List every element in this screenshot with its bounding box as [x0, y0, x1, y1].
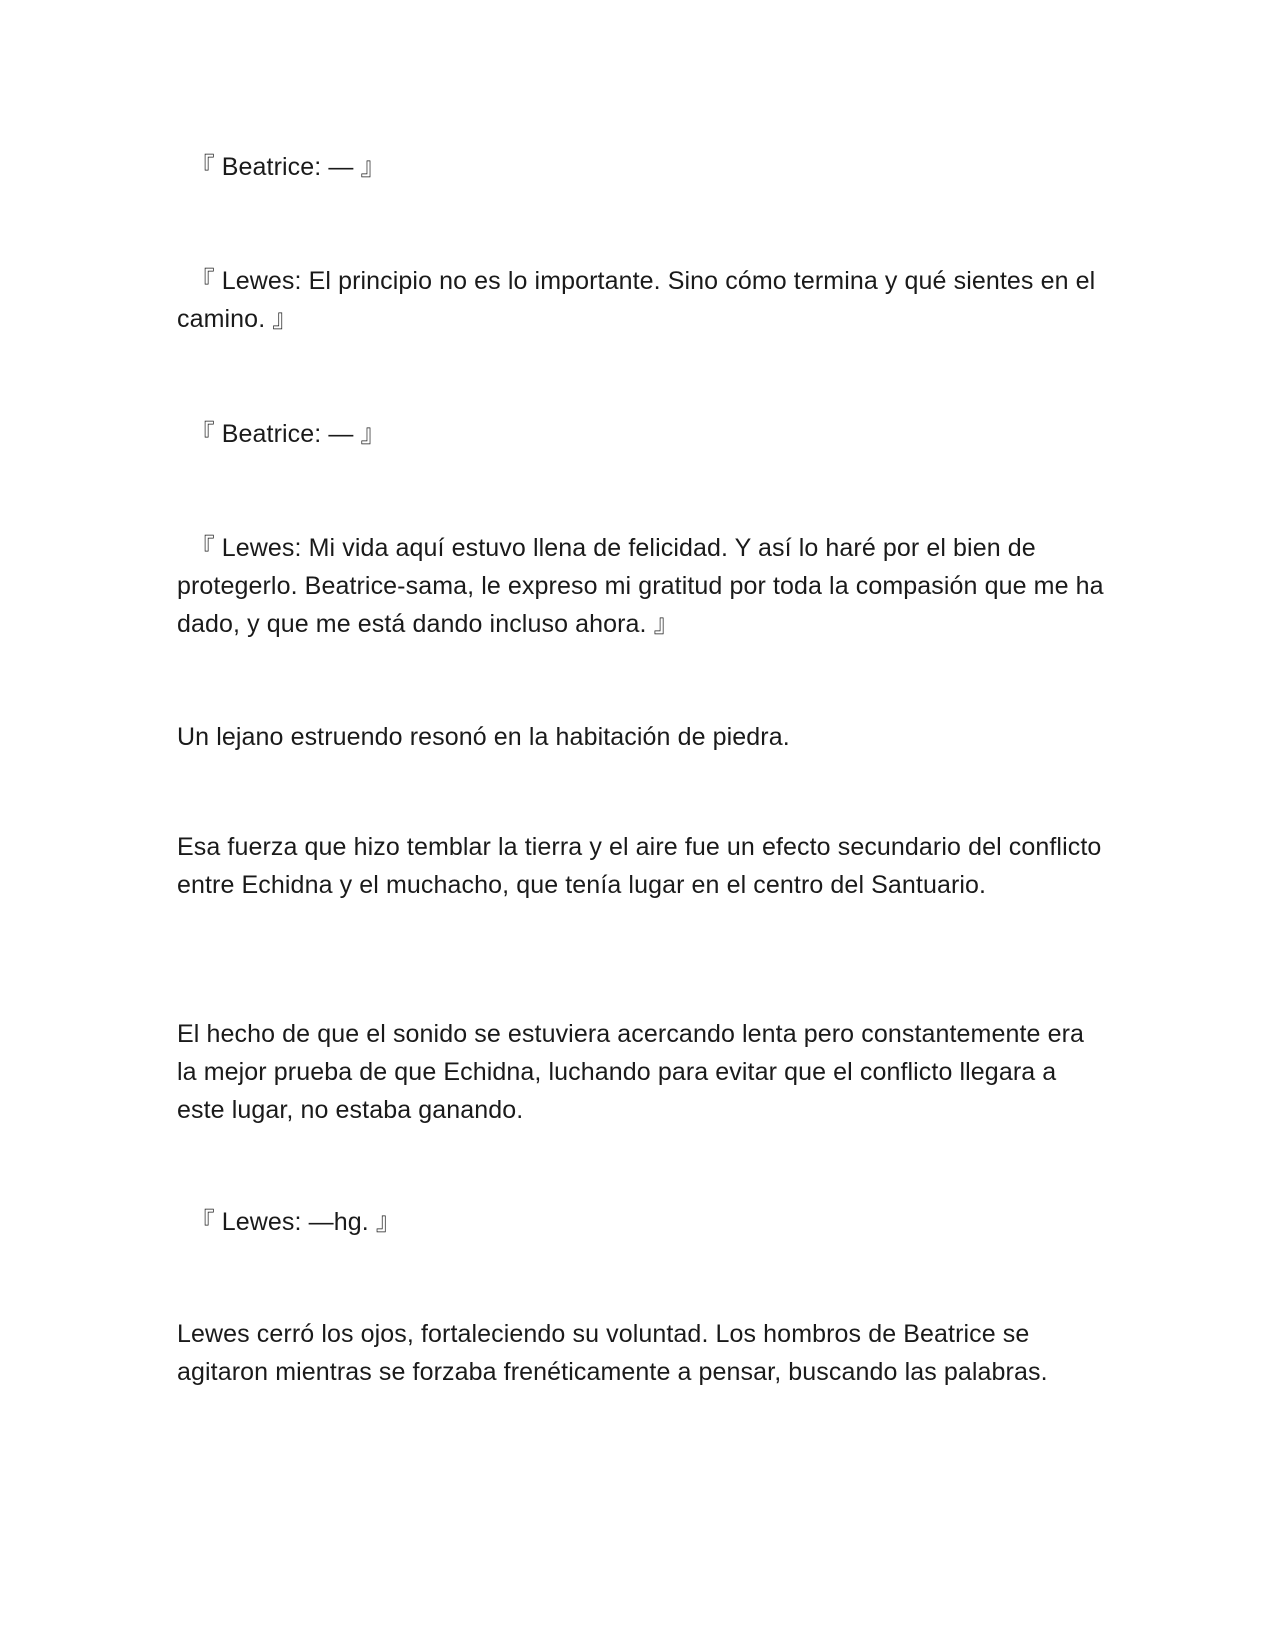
- narration-paragraph-2: Esa fuerza que hizo temblar la tierra y el aire fue un efecto secundario del conflicto entre Echidna y el muchacho, que tenía lugar en el centro del Santuario.: [177, 833, 1102, 899]
- dialogue-lewes-1: 『 Lewes: El principio no es lo importante. Sino cómo termina y qué sientes en el camino. 』: [177, 267, 1096, 333]
- dialogue-beatrice-1: 『 Beatrice: — 』: [177, 153, 386, 181]
- dialogue-beatrice-2: 『 Beatrice: — 』: [177, 420, 386, 448]
- narration-paragraph-3: El hecho de que el sonido se estuviera acercando lenta pero constantemente era la mejor prueba de que Echidna, luchando para evitar que el conflicto llegara a este lugar, no estaba ganando.: [177, 1020, 1085, 1124]
- dialogue-lewes-2: 『 Lewes: Mi vida aquí estuvo llena de felicidad. Y así lo haré por el bien de protegerlo. Beatrice-sama, le expreso mi gratitud por toda la compasión que me ha dado, y que me está dando incluso ahora. 』: [177, 534, 1104, 638]
- dialogue-lewes-3: 『 Lewes: —hg. 』: [177, 1208, 401, 1236]
- narration-paragraph-4: Lewes cerró los ojos, fortaleciendo su voluntad. Los hombros de Beatrice se agitaron mientras se forzaba frenéticamente a pensar, buscando las palabras.: [177, 1320, 1048, 1386]
- narration-paragraph-1: Un lejano estruendo resonó en la habitación de piedra.: [177, 723, 790, 751]
